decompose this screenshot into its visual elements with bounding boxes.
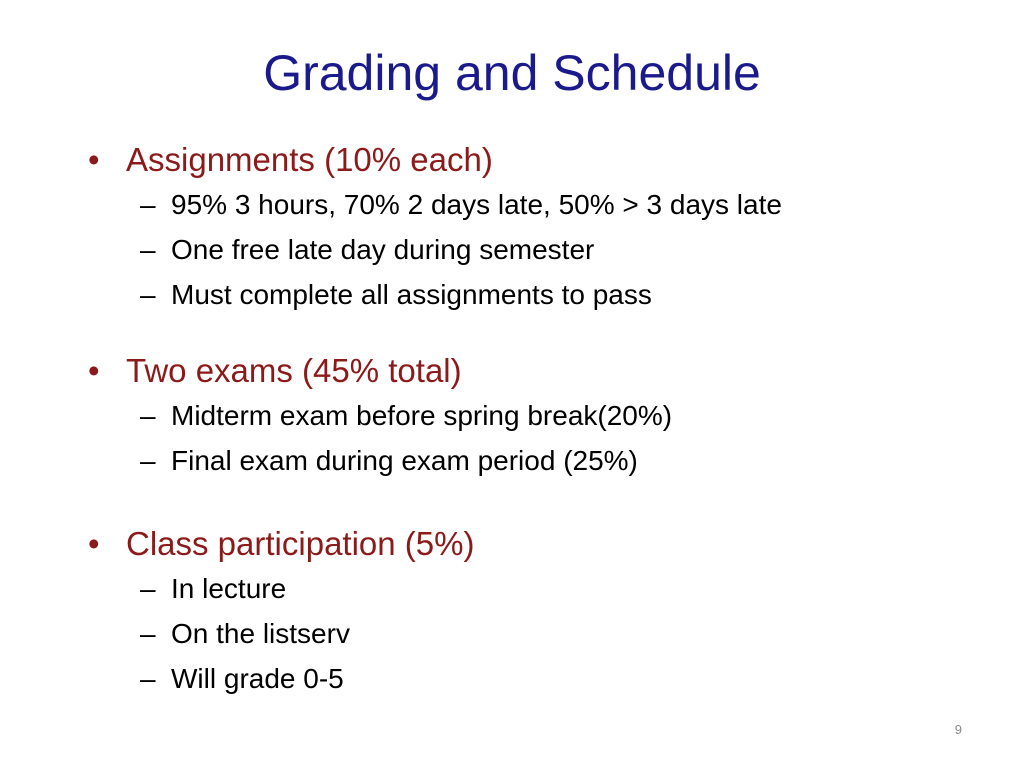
sub-item <box>84 656 964 701</box>
dash-icon: – <box>140 400 156 431</box>
sub-item-text: 95% 3 hours, 70% 2 days late, 50% > 3 days late <box>171 189 782 220</box>
dash-icon: – <box>140 663 156 694</box>
bullet-dot-icon: • <box>88 525 100 562</box>
sub-item <box>84 272 964 317</box>
sub-list <box>84 182 964 317</box>
dash-icon: – <box>140 234 156 265</box>
dash-icon: – <box>140 573 156 604</box>
bullet-item <box>84 522 964 566</box>
bullet-label: Assignments (10% each) <box>126 141 493 178</box>
sub-item-text: Final exam during exam period (25%) <box>171 445 638 476</box>
bullet-label: Class participation (5%) <box>126 525 475 562</box>
bullet-label: Two exams (45% total) <box>126 352 462 389</box>
sub-item <box>84 227 964 272</box>
sub-item-text: One free late day during semester <box>171 234 595 265</box>
sub-item-text: On the listserv <box>171 618 350 649</box>
sub-list <box>84 393 964 483</box>
dash-icon: – <box>140 445 156 476</box>
dash-icon: – <box>140 618 156 649</box>
sub-item <box>84 393 964 438</box>
sub-item-text: Will grade 0-5 <box>171 663 344 694</box>
sub-item <box>84 182 964 227</box>
dash-icon: – <box>140 279 156 310</box>
sub-item-text: Must complete all assignments to pass <box>171 279 652 310</box>
dash-icon: – <box>140 189 156 220</box>
bullet-group-assignments <box>84 138 964 317</box>
bullet-dot-icon: • <box>88 352 100 389</box>
sub-item <box>84 438 964 483</box>
page-number: 9 <box>954 722 962 737</box>
bullet-item <box>84 138 964 182</box>
sub-item-text: Midterm exam before spring break(20%) <box>171 400 673 431</box>
sub-item-text: In lecture <box>171 573 287 604</box>
sub-item <box>84 611 964 656</box>
bullet-group-exams <box>84 349 964 483</box>
slide-content <box>84 138 964 701</box>
bullet-item <box>84 349 964 393</box>
sub-item <box>84 566 964 611</box>
bullet-group-participation <box>84 522 964 701</box>
sub-list <box>84 566 964 701</box>
slide-title: Grading and Schedule <box>263 45 761 101</box>
bullet-dot-icon: • <box>88 141 100 178</box>
